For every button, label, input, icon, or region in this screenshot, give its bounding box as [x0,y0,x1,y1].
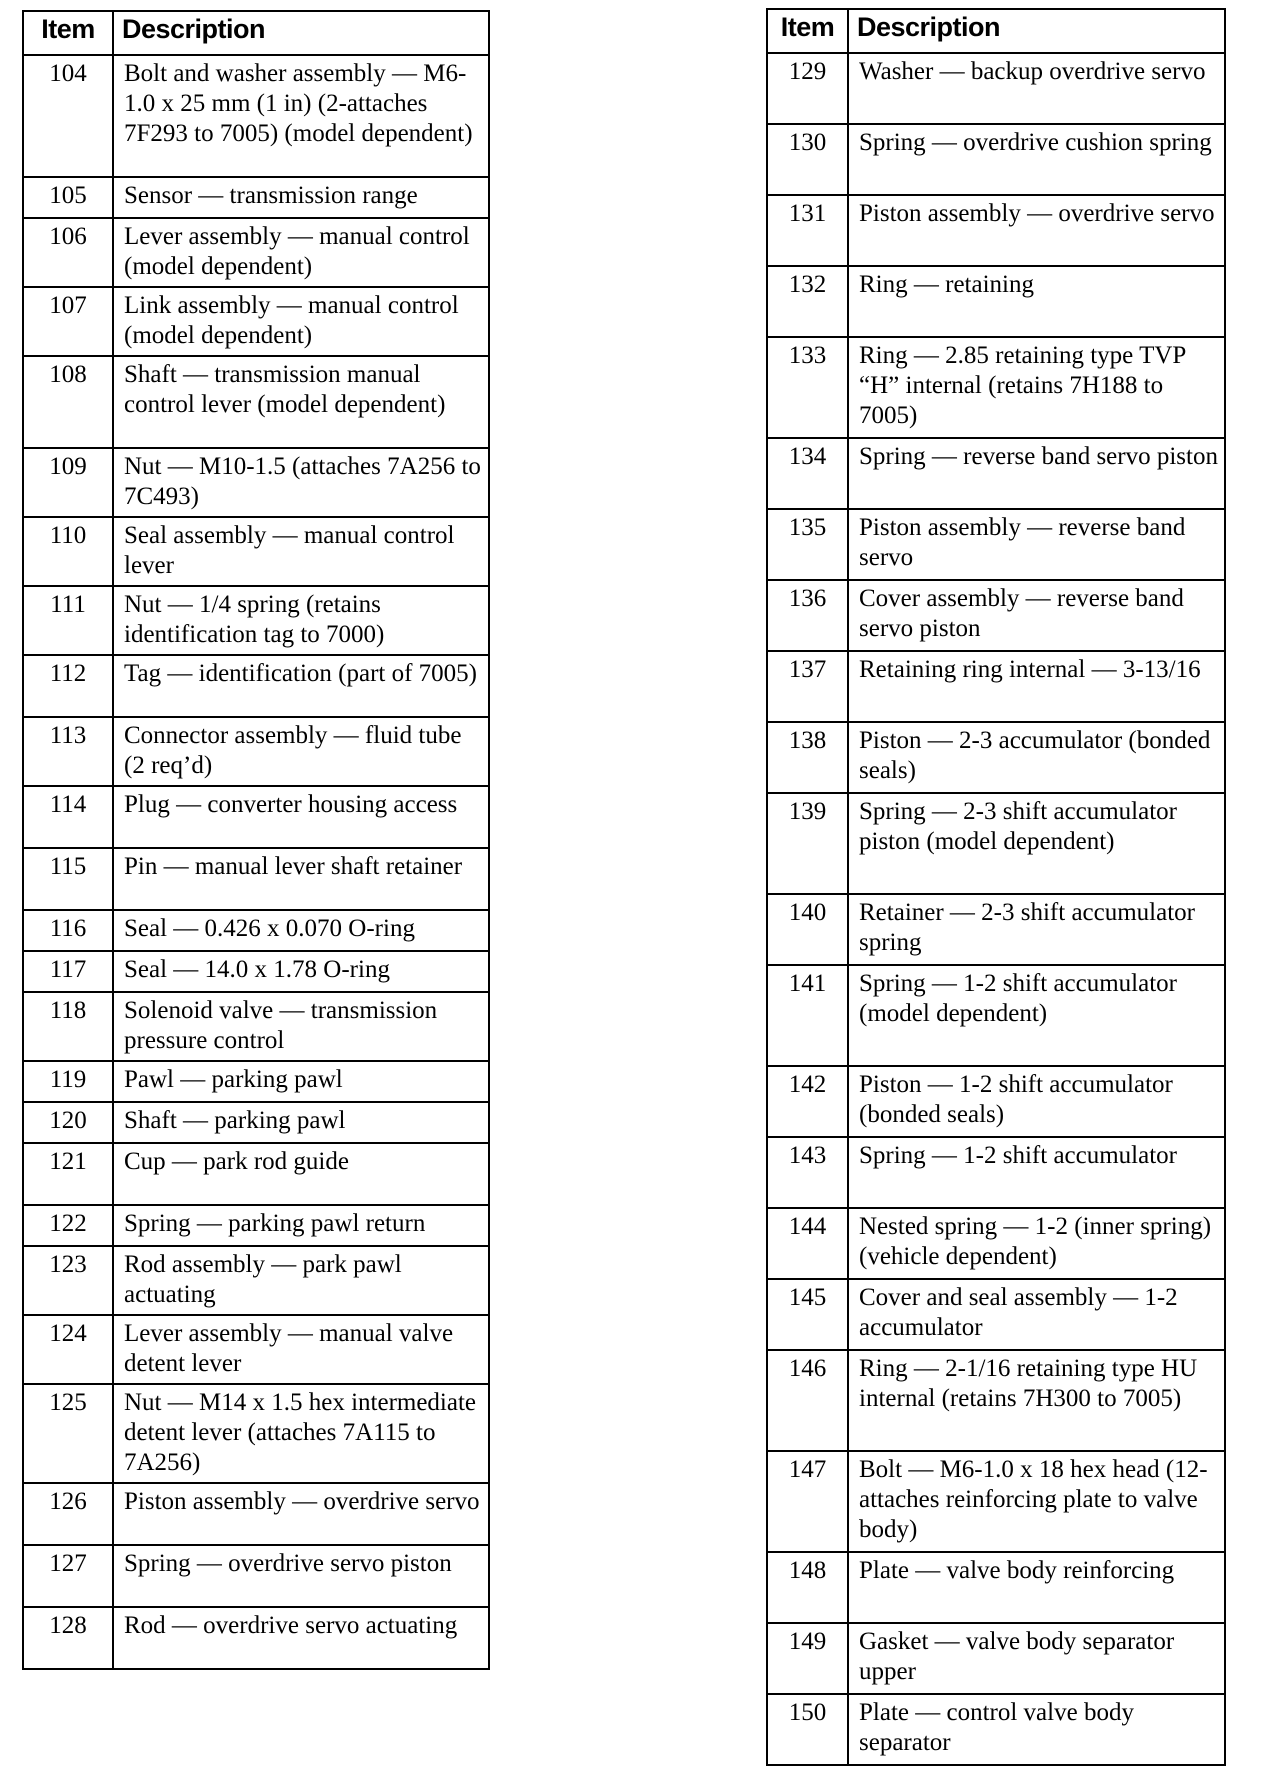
item-number: 114 [23,786,113,848]
item-description: Rod — overdrive servo actuating [113,1607,489,1669]
table-row [767,1623,1225,1694]
description-column-header: Description [848,9,1225,53]
item-number: 148 [767,1552,848,1623]
item-description: Seal — 0.426 x 0.070 O-ring [113,910,489,951]
item-description: Piston — 2-3 accumulator (bonded seals) [848,722,1225,793]
table-row [767,894,1225,965]
table-row [23,177,489,218]
item-description: Shaft — parking pawl [113,1102,489,1143]
item-number: 147 [767,1451,848,1552]
item-number: 106 [23,218,113,287]
item-column-header: Item [23,11,113,55]
table-row [23,951,489,992]
item-number: 124 [23,1315,113,1384]
item-number: 109 [23,448,113,517]
parts-table-right [766,8,1226,1766]
item-description: Seal assembly — manual control lever [113,517,489,586]
item-number: 113 [23,717,113,786]
item-number: 140 [767,894,848,965]
table-row [767,53,1225,124]
item-description: Spring — overdrive servo piston [113,1545,489,1607]
table-row [767,438,1225,509]
table-row [23,786,489,848]
item-number: 127 [23,1545,113,1607]
item-description: Lever assembly — manual control (model dependent) [113,218,489,287]
table-header-row [23,11,489,55]
item-number: 132 [767,266,848,337]
item-description: Gasket — valve body separator upper [848,1623,1225,1694]
table-row [23,356,489,448]
item-number: 107 [23,287,113,356]
item-description: Nested spring — 1-2 (inner spring) (vehicle dependent) [848,1208,1225,1279]
item-description: Cover and seal assembly — 1-2 accumulator [848,1279,1225,1350]
item-number: 136 [767,580,848,651]
table-row [767,1350,1225,1451]
table-row [23,448,489,517]
table-row [767,195,1225,266]
item-description: Bolt and washer assembly — M6-1.0 x 25 mm (1 in) (2-attaches 7F293 to 7005) (model dependent) [113,55,489,177]
item-description: Pin — manual lever shaft retainer [113,848,489,910]
item-number: 131 [767,195,848,266]
table-row [23,1607,489,1669]
item-description: Nut — M14 x 1.5 hex intermediate detent lever (attaches 7A115 to 7A256) [113,1384,489,1483]
item-description: Link assembly — manual control (model dependent) [113,287,489,356]
table-row [23,848,489,910]
table-row [767,1694,1225,1765]
item-description: Plug — converter housing access [113,786,489,848]
item-number: 123 [23,1246,113,1315]
item-description: Piston assembly — overdrive servo [848,195,1225,266]
table-row [767,509,1225,580]
item-number: 126 [23,1483,113,1545]
item-description: Tag — identification (part of 7005) [113,655,489,717]
item-description: Shaft — transmission manual control lever (model dependent) [113,356,489,448]
item-description: Spring — parking pawl return [113,1205,489,1246]
item-description: Plate — valve body reinforcing [848,1552,1225,1623]
item-description: Pawl — parking pawl [113,1061,489,1102]
item-number: 122 [23,1205,113,1246]
table-row [767,266,1225,337]
item-number: 135 [767,509,848,580]
table-row [767,580,1225,651]
item-number: 144 [767,1208,848,1279]
table-row [767,1208,1225,1279]
table-row [767,1066,1225,1137]
item-number: 128 [23,1607,113,1669]
item-description: Ring — 2.85 retaining type TVP “H” internal (retains 7H188 to 7005) [848,337,1225,438]
item-description: Retaining ring internal — 3-13/16 [848,651,1225,722]
item-number: 134 [767,438,848,509]
item-number: 112 [23,655,113,717]
table-row [23,1384,489,1483]
description-column-header: Description [113,11,489,55]
item-description: Seal — 14.0 x 1.78 O-ring [113,951,489,992]
table-row [23,1205,489,1246]
item-number: 110 [23,517,113,586]
table-row [767,965,1225,1066]
item-number: 143 [767,1137,848,1208]
table-row [23,1483,489,1545]
item-column-header: Item [767,9,848,53]
item-description: Spring — 1-2 shift accumulator [848,1137,1225,1208]
item-number: 118 [23,992,113,1061]
item-number: 137 [767,651,848,722]
item-number: 115 [23,848,113,910]
table-header-row [767,9,1225,53]
table-row [767,1451,1225,1552]
item-description: Spring — overdrive cushion spring [848,124,1225,195]
item-description: Connector assembly — fluid tube (2 req’d) [113,717,489,786]
item-description: Ring — retaining [848,266,1225,337]
item-number: 111 [23,586,113,655]
item-number: 139 [767,793,848,894]
table-row [23,55,489,177]
parts-table-left [22,10,490,1670]
item-number: 119 [23,1061,113,1102]
item-description: Plate — control valve body separator [848,1694,1225,1765]
item-number: 116 [23,910,113,951]
item-number: 105 [23,177,113,218]
item-number: 125 [23,1384,113,1483]
item-number: 108 [23,356,113,448]
item-description: Nut — M10-1.5 (attaches 7A256 to 7C493) [113,448,489,517]
table-row [767,1279,1225,1350]
table-row [767,1137,1225,1208]
item-description: Ring — 2-1/16 retaining type HU internal (retains 7H300 to 7005) [848,1350,1225,1451]
item-description: Piston assembly — reverse band servo [848,509,1225,580]
table-row [23,1315,489,1384]
item-number: 142 [767,1066,848,1137]
table-row [23,517,489,586]
table-row [23,1545,489,1607]
table-row [767,722,1225,793]
table-row [767,337,1225,438]
table-row [23,1143,489,1205]
item-number: 150 [767,1694,848,1765]
table-row [767,124,1225,195]
item-description: Nut — 1/4 spring (retains identification tag to 7000) [113,586,489,655]
item-number: 121 [23,1143,113,1205]
item-number: 146 [767,1350,848,1451]
item-description: Sensor — transmission range [113,177,489,218]
item-description: Cup — park rod guide [113,1143,489,1205]
table-row [23,218,489,287]
table-row [767,793,1225,894]
table-row [23,910,489,951]
table-row [23,1061,489,1102]
table-row [23,1246,489,1315]
item-description: Cover assembly — reverse band servo piston [848,580,1225,651]
item-description: Bolt — M6-1.0 x 18 hex head (12-attaches reinforcing plate to valve body) [848,1451,1225,1552]
table-row [23,287,489,356]
table-row [767,1552,1225,1623]
item-number: 130 [767,124,848,195]
item-description: Retainer — 2-3 shift accumulator spring [848,894,1225,965]
item-description: Lever assembly — manual valve detent lever [113,1315,489,1384]
item-description: Piston — 1-2 shift accumulator (bonded seals) [848,1066,1225,1137]
table-row [23,992,489,1061]
item-number: 145 [767,1279,848,1350]
item-description: Washer — backup overdrive servo [848,53,1225,124]
item-number: 138 [767,722,848,793]
item-description: Rod assembly — park pawl actuating [113,1246,489,1315]
item-number: 141 [767,965,848,1066]
table-row [23,655,489,717]
table-row [23,717,489,786]
item-description: Spring — 1-2 shift accumulator (model dependent) [848,965,1225,1066]
item-description: Spring — 2-3 shift accumulator piston (model dependent) [848,793,1225,894]
item-description: Spring — reverse band servo piston [848,438,1225,509]
item-number: 104 [23,55,113,177]
item-number: 117 [23,951,113,992]
item-description: Piston assembly — overdrive servo [113,1483,489,1545]
table-row [23,586,489,655]
item-description: Solenoid valve — transmission pressure control [113,992,489,1061]
table-row [767,651,1225,722]
table-row [23,1102,489,1143]
item-number: 149 [767,1623,848,1694]
item-number: 133 [767,337,848,438]
item-number: 120 [23,1102,113,1143]
item-number: 129 [767,53,848,124]
